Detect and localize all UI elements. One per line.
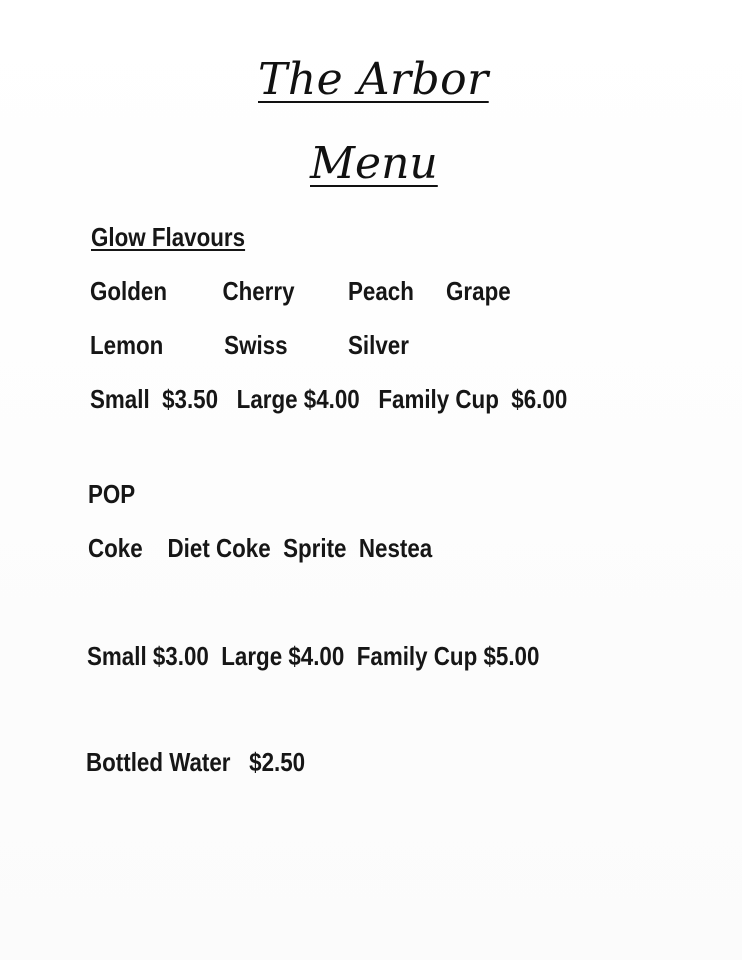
page-title: The Arbor	[258, 54, 489, 105]
flavour-lemon: Lemon	[90, 330, 164, 360]
glow-flavours-heading: Glow Flavours	[91, 222, 246, 252]
glow-flavours-row-2	[90, 330, 572, 362]
flavour-cherry: Cherry	[222, 276, 295, 306]
flavour-swiss: Swiss	[224, 330, 288, 360]
flavour-golden: Golden	[90, 276, 168, 306]
flavour-silver: Silver	[348, 330, 409, 360]
page-subtitle: Menu	[310, 138, 438, 189]
pop-drinks: Coke Diet Coke Sprite Nestea	[88, 533, 433, 563]
pop-prices: Small $3.00 Large $4.00 Family Cup $5.00	[87, 641, 540, 671]
bottled-water: Bottled Water $2.50	[86, 747, 306, 777]
glow-flavours-row-1	[90, 276, 572, 308]
flavour-peach: Peach	[348, 276, 414, 306]
flavour-grape: Grape	[446, 276, 511, 306]
glow-prices: Small $3.50 Large $4.00 Family Cup $6.00	[90, 384, 568, 414]
pop-heading: POP	[88, 479, 136, 509]
